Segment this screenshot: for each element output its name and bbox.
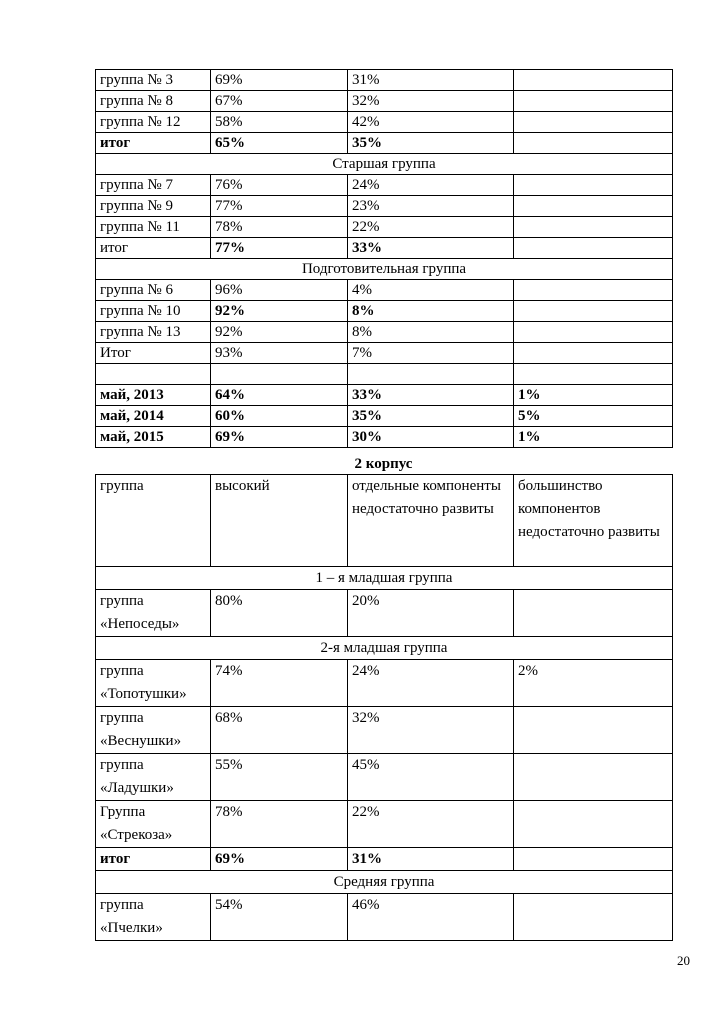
section-label: Старшая группа bbox=[96, 154, 673, 175]
table-cell: итог bbox=[96, 133, 211, 154]
header-cell: высокий bbox=[211, 475, 348, 567]
table-cell: 24% bbox=[348, 175, 514, 196]
section-label: 1 – я младшая группа bbox=[96, 567, 673, 590]
table-cell: группа № 8 bbox=[96, 91, 211, 112]
table-cell: 8% bbox=[348, 322, 514, 343]
table-cell: Итог bbox=[96, 343, 211, 364]
table-cell: 31% bbox=[348, 848, 514, 871]
results-table-building-2 bbox=[95, 474, 673, 941]
table-row bbox=[96, 112, 673, 133]
table-cell: группа № 13 bbox=[96, 322, 211, 343]
header-cell: большинство компонентов недостаточно развиты bbox=[514, 475, 673, 567]
table-cell: 45% bbox=[348, 754, 514, 801]
table-cell bbox=[514, 280, 673, 301]
table-cell: 35% bbox=[348, 406, 514, 427]
table-cell: 2% bbox=[514, 660, 673, 707]
table-row bbox=[96, 894, 673, 941]
table-cell bbox=[514, 70, 673, 91]
table-cell: 35% bbox=[348, 133, 514, 154]
table-cell: 5% bbox=[514, 406, 673, 427]
table-cell: 42% bbox=[348, 112, 514, 133]
table-cell: итог bbox=[96, 848, 211, 871]
table-row bbox=[96, 660, 673, 707]
table-cell bbox=[514, 196, 673, 217]
section-row bbox=[96, 259, 673, 280]
table-cell: 55% bbox=[211, 754, 348, 801]
table-cell: 65% bbox=[211, 133, 348, 154]
table-cell: 64% bbox=[211, 385, 348, 406]
table-cell: группа № 7 bbox=[96, 175, 211, 196]
table-cell: 4% bbox=[348, 280, 514, 301]
table-row bbox=[96, 707, 673, 754]
table-row bbox=[96, 343, 673, 364]
table-cell: 20% bbox=[348, 590, 514, 637]
table-cell: 93% bbox=[211, 343, 348, 364]
table-cell: группа № 10 bbox=[96, 301, 211, 322]
table-cell bbox=[514, 91, 673, 112]
header-cell: отдельные компоненты недостаточно развиты bbox=[348, 475, 514, 567]
table-cell: группа № 12 bbox=[96, 112, 211, 133]
section-label: Подготовительная группа bbox=[96, 259, 673, 280]
table-cell: 33% bbox=[348, 238, 514, 259]
table-cell: группа № 6 bbox=[96, 280, 211, 301]
table-row bbox=[96, 385, 673, 406]
section-row bbox=[96, 871, 673, 894]
table-row bbox=[96, 175, 673, 196]
table-cell: 76% bbox=[211, 175, 348, 196]
table-cell bbox=[96, 364, 211, 385]
table-cell: группа «Топотушки» bbox=[96, 660, 211, 707]
table-cell: 74% bbox=[211, 660, 348, 707]
table-cell bbox=[348, 364, 514, 385]
section-row bbox=[96, 637, 673, 660]
section-label: 2-я младшая группа bbox=[96, 637, 673, 660]
table-cell: 60% bbox=[211, 406, 348, 427]
table-cell: май, 2015 bbox=[96, 427, 211, 448]
table-cell: 92% bbox=[211, 322, 348, 343]
table-cell bbox=[514, 217, 673, 238]
table-caption: 2 корпус bbox=[354, 456, 413, 472]
table-row bbox=[96, 196, 673, 217]
table-cell: 78% bbox=[211, 801, 348, 848]
table-cell: группа «Непоседы» bbox=[96, 590, 211, 637]
table-cell bbox=[514, 175, 673, 196]
table-cell bbox=[514, 343, 673, 364]
table-row bbox=[96, 217, 673, 238]
section-row bbox=[96, 567, 673, 590]
table-cell: 78% bbox=[211, 217, 348, 238]
table-cell: 33% bbox=[348, 385, 514, 406]
table-cell: Группа «Стрекоза» bbox=[96, 801, 211, 848]
table-cell bbox=[514, 322, 673, 343]
table-cell: 58% bbox=[211, 112, 348, 133]
table-cell: группа № 3 bbox=[96, 70, 211, 91]
table-cell: 96% bbox=[211, 280, 348, 301]
table-cell: 22% bbox=[348, 801, 514, 848]
table-header-row bbox=[96, 475, 673, 567]
table-cell bbox=[514, 301, 673, 322]
table-cell bbox=[514, 590, 673, 637]
table-cell: 69% bbox=[211, 848, 348, 871]
table-cell bbox=[514, 364, 673, 385]
table-cell: 67% bbox=[211, 91, 348, 112]
table-cell: группа № 11 bbox=[96, 217, 211, 238]
table-cell: 7% bbox=[348, 343, 514, 364]
table-cell: 30% bbox=[348, 427, 514, 448]
table-cell: 24% bbox=[348, 660, 514, 707]
section-label: Средняя группа bbox=[96, 871, 673, 894]
table-cell: 46% bbox=[348, 894, 514, 941]
header-cell: группа bbox=[96, 475, 211, 567]
table-cell: итог bbox=[96, 238, 211, 259]
table-cell: 54% bbox=[211, 894, 348, 941]
results-table-building-1 bbox=[95, 69, 673, 448]
table-cell: 80% bbox=[211, 590, 348, 637]
table-cell bbox=[514, 707, 673, 754]
table-cell bbox=[514, 801, 673, 848]
table-cell: 69% bbox=[211, 70, 348, 91]
table-row bbox=[96, 301, 673, 322]
table-cell: 8% bbox=[348, 301, 514, 322]
table-cell: май, 2014 bbox=[96, 406, 211, 427]
table-cell: 1% bbox=[514, 427, 673, 448]
table-row bbox=[96, 91, 673, 112]
table-row bbox=[96, 133, 673, 154]
table-cell: 92% bbox=[211, 301, 348, 322]
table-cell: 32% bbox=[348, 91, 514, 112]
table-cell: 1% bbox=[514, 385, 673, 406]
table-cell: 69% bbox=[211, 427, 348, 448]
table-cell: группа «Пчелки» bbox=[96, 894, 211, 941]
table-cell: 32% bbox=[348, 707, 514, 754]
table-cell bbox=[514, 238, 673, 259]
page-number: 20 bbox=[677, 953, 690, 968]
table-cell: группа «Веснушки» bbox=[96, 707, 211, 754]
table-row bbox=[96, 70, 673, 91]
table-row bbox=[96, 801, 673, 848]
table-cell bbox=[514, 754, 673, 801]
table-row bbox=[96, 590, 673, 637]
table-cell: группа № 9 bbox=[96, 196, 211, 217]
table-cell bbox=[514, 133, 673, 154]
table-row bbox=[96, 322, 673, 343]
table-cell: 23% bbox=[348, 196, 514, 217]
section-row bbox=[96, 154, 673, 175]
table-cell: 68% bbox=[211, 707, 348, 754]
table-row bbox=[96, 280, 673, 301]
table-cell: 77% bbox=[211, 196, 348, 217]
table-cell bbox=[514, 112, 673, 133]
table-cell: 22% bbox=[348, 217, 514, 238]
table-cell: 77% bbox=[211, 238, 348, 259]
table-row bbox=[96, 754, 673, 801]
table-cell: май, 2013 bbox=[96, 385, 211, 406]
table-row bbox=[96, 406, 673, 427]
table-row bbox=[96, 364, 673, 385]
table-row bbox=[96, 427, 673, 448]
table-row bbox=[96, 848, 673, 871]
table-cell: 31% bbox=[348, 70, 514, 91]
table-cell bbox=[211, 364, 348, 385]
table-cell: группа «Ладушки» bbox=[96, 754, 211, 801]
table-cell bbox=[514, 894, 673, 941]
table-row bbox=[96, 238, 673, 259]
table-cell bbox=[514, 848, 673, 871]
